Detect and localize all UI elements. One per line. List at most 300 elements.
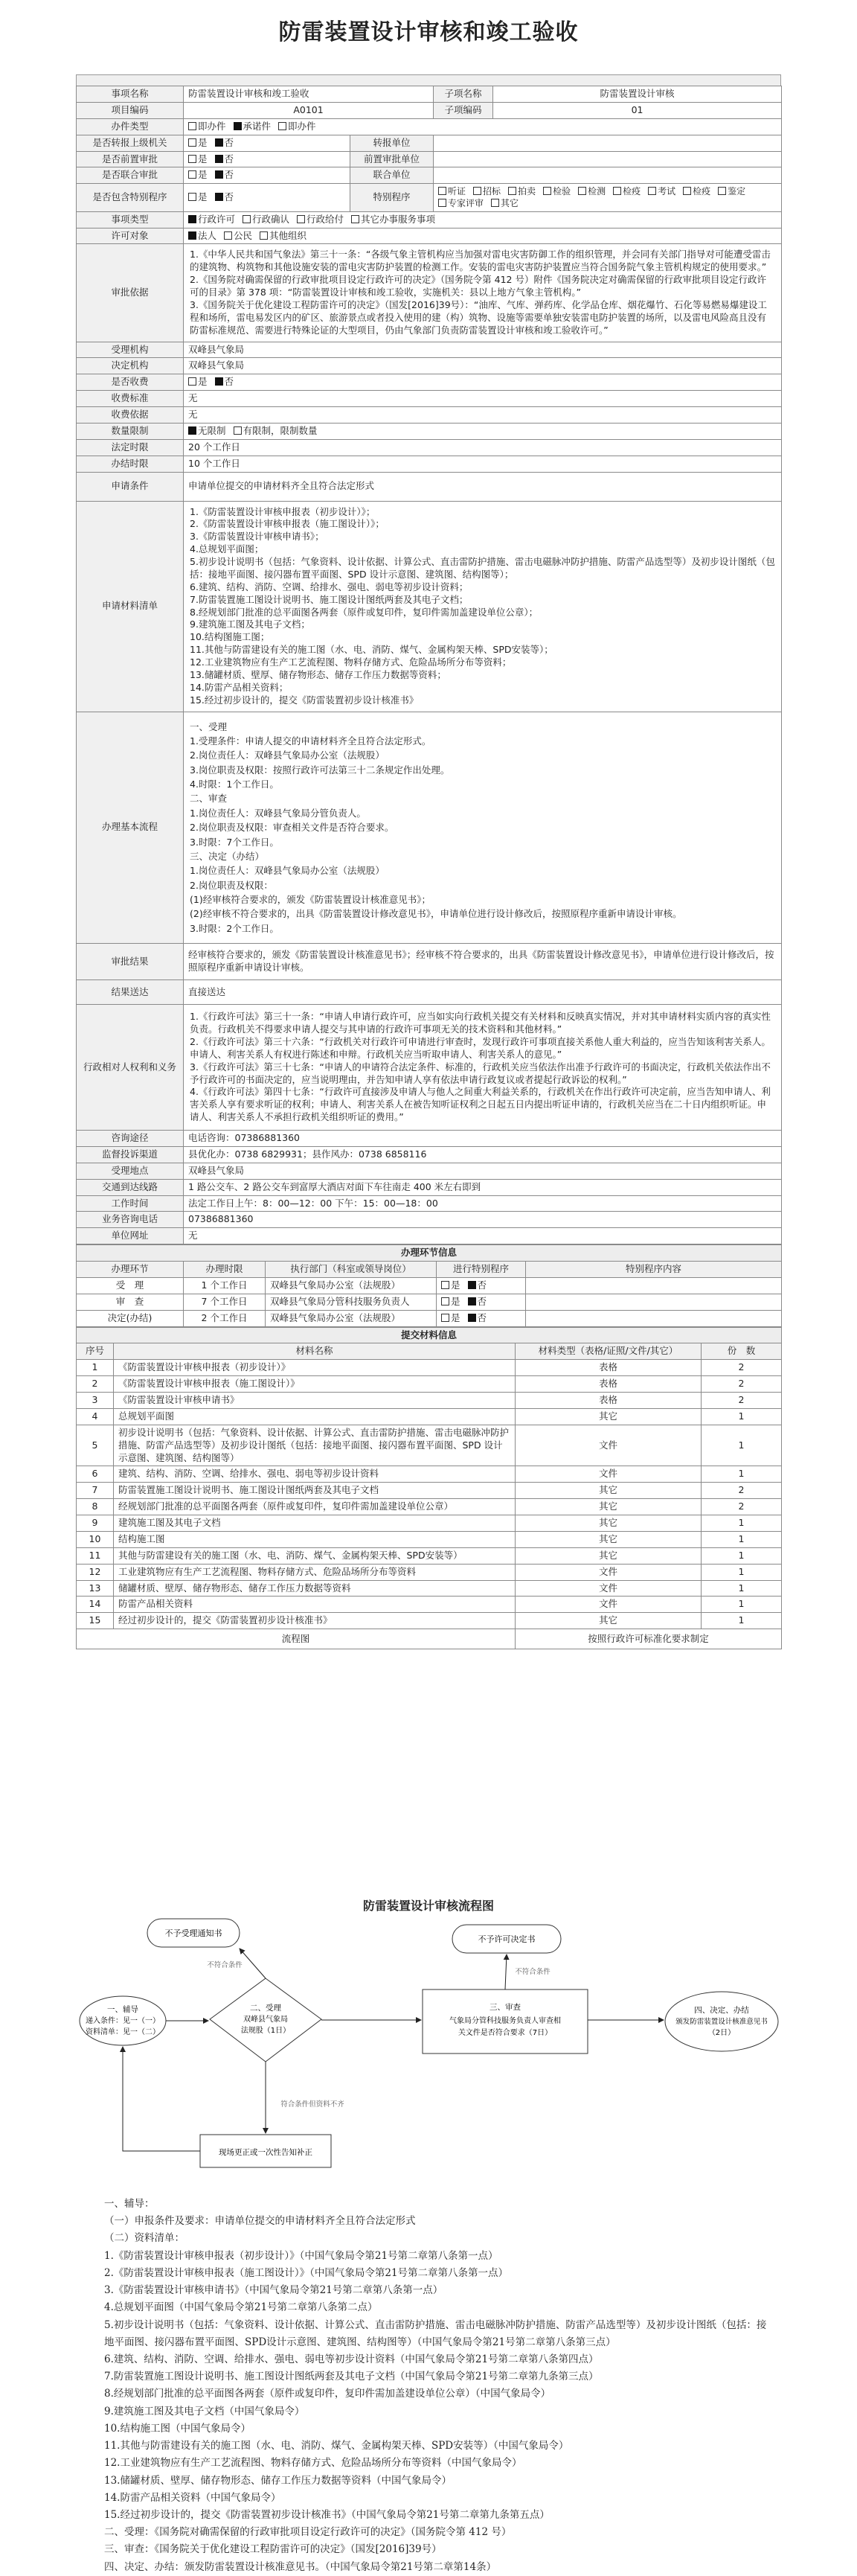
checkbox-option[interactable] xyxy=(468,1279,487,1292)
text-line: （一）申报条件及要求：申请单位提交的申请材料齐全且符合法定形式 xyxy=(104,2215,416,2228)
table-cell: 审 查 xyxy=(77,1294,184,1310)
decide-line-2: 颁发防雷装置设计核准意见书 xyxy=(675,2018,768,2026)
table-cell: 储罐材质、壁厚、储存物形态、储存工作压力数据等资料 xyxy=(114,1580,516,1597)
special-proc-cell xyxy=(437,1277,526,1294)
text-line: 1.《中华人民共和国气象法》第三十一条：“各级气象主管机构应当加强对雷电灾害防御工作的组织管理，并会同有关部门指导对可能遭受雷击的建筑物、构筑物和其他设施安装的雷电灾害防护装置的检测工作。安装的雷电灾害防护装置应当符合国务院气象主管机构规定的使用要求。” xyxy=(190,249,771,273)
text-line: 12.工业建筑物应有生产工艺流程图、物料存储方式、危险品场所分布等资料； xyxy=(190,656,512,668)
unchecked-box-icon xyxy=(508,187,516,195)
unchecked-box-icon xyxy=(188,193,196,201)
hours-label: 工作时间 xyxy=(77,1195,184,1212)
preapproval-label: 是否前置审批 xyxy=(77,151,184,167)
apply-line-3: 资料清单：见一（二） xyxy=(86,2028,160,2036)
checked-box-icon xyxy=(215,193,223,201)
delivery: 直接送达 xyxy=(184,980,782,1005)
text-line: 15.经过初步设计的，提交《防雷装置初步设计核准书》（中国气象局令第21号第二章第九条第五点） xyxy=(104,2508,550,2521)
checkbox-option[interactable] xyxy=(438,197,484,209)
unchecked-box-icon xyxy=(438,199,446,207)
column-header: 材料类型（表格/证照/文件/其它） xyxy=(516,1343,702,1360)
checkbox-label: 无限制 xyxy=(198,424,226,436)
handle-type-label: 办件类型 xyxy=(77,118,184,135)
checkbox-option[interactable] xyxy=(297,214,344,226)
table-cell: 表格 xyxy=(516,1360,702,1376)
unchecked-box-icon xyxy=(648,187,656,195)
table-row xyxy=(77,1613,782,1629)
review-line-3: 关文件是否符合要求（7日） xyxy=(458,2029,553,2037)
table-cell: 经规划部门批准的总平面图各两套（原件或复印件，复印件需加盖建设单位公章） xyxy=(114,1499,516,1515)
unchecked-box-icon xyxy=(188,138,196,147)
checkbox-option[interactable] xyxy=(441,1312,460,1325)
table-cell: 表格 xyxy=(516,1376,702,1393)
rights-text xyxy=(184,1005,782,1131)
checkbox-option[interactable] xyxy=(243,214,289,226)
checked-box-icon xyxy=(215,155,223,163)
flowchart-label: 流程图 xyxy=(77,1629,516,1649)
unchecked-box-icon xyxy=(438,187,446,195)
text-line: 7.防雷装置施工图设计说明书、施工图设计图纸两套及其电子文档（中国气象局令第21号第二章第九条第三点） xyxy=(104,2371,599,2383)
table-cell xyxy=(526,1277,782,1294)
complaint-label: 监督投诉渠道 xyxy=(77,1146,184,1163)
table-cell: 8 xyxy=(77,1499,114,1515)
condition: 申请单位提交的申请材料齐全且符合法定形式 xyxy=(184,472,782,501)
checkbox-option[interactable] xyxy=(215,153,234,166)
text-line: 4.总规划平面图； xyxy=(190,543,264,555)
page-title: 防雷装置设计审核和竣工验收 xyxy=(278,19,579,45)
table-cell xyxy=(526,1294,782,1310)
checkbox-label: 听证 xyxy=(448,186,466,197)
table-cell: 双峰县气象局办公室（法规股） xyxy=(266,1277,437,1294)
flowchart-standard: 按照行政许可标准化要求制定 xyxy=(516,1629,782,1649)
text-line: 6.建筑、结构、消防、空调、给排水、强电、弱电等初步设计资料（中国气象局令第21号第二章第八条第四点） xyxy=(104,2353,599,2365)
table-cell: 其它 xyxy=(516,1483,702,1499)
review-line-1: 三、审查 xyxy=(490,2003,521,2012)
text-line: 14.防雷产品相关资料（中国气象局令） xyxy=(104,2491,281,2504)
checkbox-option[interactable] xyxy=(188,191,208,204)
checkbox-option[interactable] xyxy=(683,185,710,197)
checkbox-option[interactable] xyxy=(188,121,226,133)
checked-box-icon xyxy=(468,1281,476,1289)
unchecked-box-icon xyxy=(297,215,305,223)
column-header: 办理时限 xyxy=(184,1262,266,1278)
upper-label: 是否转报上级机关 xyxy=(77,135,184,151)
text-line: 一、辅导： xyxy=(104,2198,155,2210)
column-header: 办理环节 xyxy=(77,1262,184,1278)
unchecked-box-icon xyxy=(188,122,196,130)
text-line: 5.初步设计说明书（包括：气象资料、设计依据、计算公式、直击雷防护措施、雷击电磁脉冲防护措施、防雷产品选型等）及初步设计图纸（包括：接地平面图、接闪器布置平面图、SPD设计示意图、建筑图、结构图等）（中国气象局令第21号第二章第八条第三点） xyxy=(104,2318,767,2348)
table-cell: 1 xyxy=(702,1564,782,1580)
checkbox-option[interactable] xyxy=(441,1296,460,1308)
checkbox-option[interactable] xyxy=(215,376,234,389)
table-cell: 1 xyxy=(702,1613,782,1629)
table-cell: 1 xyxy=(702,1466,782,1483)
table-cell: 双峰县气象局分管科技服务负责人 xyxy=(266,1294,437,1310)
table-cell xyxy=(526,1310,782,1326)
checkbox-option[interactable] xyxy=(543,185,571,197)
table-cell: 双峰县气象局办公室（法规股） xyxy=(266,1310,437,1326)
item-code: A0101 xyxy=(184,102,434,118)
checkbox-option[interactable] xyxy=(215,191,234,204)
text-line: 4.总规划平面图（中国气象局令第21号第二章第八条第二点） xyxy=(104,2301,378,2314)
checkbox-option[interactable] xyxy=(234,425,318,438)
item-name: 防雷装置设计审核和竣工验收 xyxy=(184,86,434,103)
table-row xyxy=(77,1597,782,1613)
table-header-bar xyxy=(76,74,781,86)
not-accept-text: 不予受理通知书 xyxy=(164,1928,222,1938)
table-cell: 《防雷装置设计审核申请书》 xyxy=(114,1393,516,1409)
arrow-supplement-apply xyxy=(123,2047,200,2151)
table-cell: 防雷装置施工图设计说明书、施工图设计图纸两套及其电子文档 xyxy=(114,1483,516,1499)
item-code-label: 项目编码 xyxy=(77,102,184,118)
table-cell: 2 xyxy=(702,1393,782,1409)
unchecked-box-icon xyxy=(718,187,726,195)
checked-box-icon xyxy=(468,1297,476,1305)
column-header: 执行部门（科室或领导岗位） xyxy=(266,1262,437,1278)
checkbox-option[interactable] xyxy=(215,169,234,182)
checkbox-label: 即办件 xyxy=(198,120,226,132)
table-row xyxy=(77,1393,782,1409)
checkbox-option[interactable] xyxy=(188,137,208,150)
table-row xyxy=(77,1360,782,1376)
table-cell: 防雷产品相关资料 xyxy=(114,1597,516,1613)
text-line: 四、决定、办结：颁发防雷装置设计核准意见书。（中国气象局令第21号第二章第14条） xyxy=(104,2560,497,2573)
checkbox-label: 公民 xyxy=(234,229,253,241)
table-cell: 11 xyxy=(77,1547,114,1564)
checkbox-label: 承诺件 xyxy=(243,120,272,132)
checkbox-label: 是 xyxy=(198,153,208,164)
checkbox-label: 是 xyxy=(451,1295,460,1307)
table-row xyxy=(77,1277,782,1294)
text-line: 3.岗位职责及权限：按照行政许可法第三十二条规定作出处理。 xyxy=(190,764,450,776)
apply-line-2: 递入条件：见一（一） xyxy=(86,2017,160,2025)
checkbox-label: 否 xyxy=(224,191,234,202)
text-line: 10.结构图施工图； xyxy=(190,631,270,643)
checkbox-label: 检验 xyxy=(553,186,571,197)
complaint: 县优化办：0738 6829931；县作风办：0738 6858116 xyxy=(184,1146,782,1163)
phone: 07386881360 xyxy=(184,1212,782,1228)
unchecked-box-icon xyxy=(441,1297,449,1305)
text-line: 1.岗位责任人：双峰县气象局办公室（法规股） xyxy=(190,865,385,877)
text-line: 3.时限：2个工作日。 xyxy=(190,922,279,934)
table-row xyxy=(77,1547,782,1564)
checkbox-label: 其它 xyxy=(501,198,519,209)
unchecked-box-icon xyxy=(188,377,196,386)
checkbox-option[interactable] xyxy=(578,185,606,197)
sub-code-label: 子项编码 xyxy=(434,102,493,118)
table-cell: 其它 xyxy=(516,1613,702,1629)
text-line: 10.结构施工图（中国气象局令） xyxy=(104,2422,251,2435)
result: 经审核符合要求的，颁发《防雷装置设计核准意见书》；经审核不符合要求的，出具《防雷装置设计修改意见书》，申请单位进行设计修改后，按照原程序重新申请设计审核。 xyxy=(184,944,782,980)
venue-label: 受理地点 xyxy=(77,1163,184,1179)
checkbox-option[interactable] xyxy=(468,1296,487,1308)
table-cell: 1 xyxy=(702,1425,782,1466)
traffic-label: 交通到达线路 xyxy=(77,1179,184,1195)
table-cell: 文件 xyxy=(516,1466,702,1483)
delivery-label: 结果送达 xyxy=(77,980,184,1005)
flowchart-title: 防雷装置设计审核流程图 xyxy=(362,1899,494,1913)
checkbox-label: 否 xyxy=(224,136,234,148)
table-cell: 总规划平面图 xyxy=(114,1408,516,1425)
table-cell: 其他与防雷建设有关的施工图（水、电、消防、煤气、金属构架天棒、SPD安装等） xyxy=(114,1547,516,1564)
text-line: 3.《国务院关于优化建设工程防雷许可的决定》（国发[2016]39号）：“油库、气库、弹药库、化学品仓库、烟花爆竹、石化等易燃易爆建设工程和场所，雷电易发区内的矿区、旅游景点或者投入使用的建（构）筑物、设施等需要单独安装雷电防护装置的场所，以及雷电风险高且没有防雷标准规范、需要进行特殊论证的大型项目，仍由气象部门负责防雷装置设计审核和竣工验收许可。” xyxy=(190,298,767,336)
checkbox-label: 检疫 xyxy=(693,186,711,197)
promise-time-label: 办结时限 xyxy=(77,456,184,472)
checkbox-option[interactable] xyxy=(188,169,208,182)
hours: 法定工作日上午：8：00—12：00 下午：15：00—18：00 xyxy=(184,1195,782,1212)
not-permit-condition: 不符合条件 xyxy=(515,1968,551,1976)
checkbox-option[interactable] xyxy=(613,185,641,197)
text-line: 3.《防雷装置设计审核申请书》（中国气象局令第21号第二章第八条第一点） xyxy=(104,2284,443,2297)
table-cell: 其它 xyxy=(516,1531,702,1547)
text-line: 8.经规划部门批准的总平面图各两套（原件或复印件，复印件需加盖建设单位公章）（中国气象局令） xyxy=(104,2388,551,2400)
table-row xyxy=(77,1466,782,1483)
checkbox-option[interactable] xyxy=(224,230,252,243)
table-cell: 6 xyxy=(77,1466,114,1483)
table-row xyxy=(77,1515,782,1532)
unchecked-box-icon xyxy=(278,122,286,130)
text-line: 12.工业建筑物应有生产工艺流程图、物料存储方式、危险品场所分布等资料（中国气象局令） xyxy=(104,2457,522,2470)
table-row xyxy=(77,1294,782,1310)
checkbox-option[interactable] xyxy=(508,185,536,197)
checkbox-option[interactable] xyxy=(351,214,435,226)
table-cell: 工业建筑物应有生产工艺流程图、物料存储方式、危险品场所分布等资料 xyxy=(114,1564,516,1580)
table-cell: 14 xyxy=(77,1597,114,1613)
apply-line-1: 一、辅导 xyxy=(107,2005,138,2014)
table-row xyxy=(77,1531,782,1547)
table-row xyxy=(77,1580,782,1597)
unchecked-box-icon xyxy=(441,1281,449,1289)
table-cell: 其它 xyxy=(516,1499,702,1515)
license-obj-options xyxy=(184,228,782,244)
text-line: 1.《行政许可法》第三十一条：“申请人申请行政许可，应当如实向行政机关提交有关材料和反映真实情况，并对其申请材料实质内容的真实性负责。行政机关不得要求申请人提交与其申请的行政许可事项无关的技术资料和其他材料。” xyxy=(190,1011,771,1035)
text-line: 13.储罐材质、壁厚、储存物形态、储存工作压力数据等资料； xyxy=(190,668,446,680)
checkbox-option[interactable] xyxy=(234,121,272,133)
preapproval-options xyxy=(184,151,350,167)
table-cell: 3 xyxy=(77,1393,114,1409)
checkbox-label: 其他组织 xyxy=(269,229,307,241)
decide-org-label: 决定机构 xyxy=(77,358,184,374)
text-line: 15.经过初步设计的，提交《防雷装置初步设计核准书》 xyxy=(190,694,419,706)
handle-type-options xyxy=(184,118,782,135)
table-cell: 1 xyxy=(702,1580,782,1597)
text-line: 二、受理：《国务院对确需保留的行政审批项目设定行政许可的决定》（国务院令第 412 号） xyxy=(104,2526,512,2539)
process-table-body xyxy=(77,1277,782,1326)
fee-basis: 无 xyxy=(184,407,782,424)
text-line: 7.防雷装置施工图设计说明书、施工图设计图纸两套及其电子文档； xyxy=(190,593,469,605)
text-line: 14.防雷产品相关资料； xyxy=(190,681,289,693)
table-row xyxy=(77,1499,782,1515)
table-row xyxy=(77,1564,782,1580)
text-line: 11.其他与防雷建设有关的施工图（水、电、消防、煤气、金属构架天棒、SPD安装等）（中国气象局令） xyxy=(104,2440,569,2452)
not-accept-condition: 不符合条件 xyxy=(207,1961,243,1969)
upper-unit xyxy=(434,135,782,151)
table-cell: 建筑施工图及其电子文档 xyxy=(114,1515,516,1532)
text-line: 3.时限：7个工作日。 xyxy=(190,836,279,848)
text-line: 2.《行政许可法》第三十六条：“行政机关对行政许可申请进行审查时，发现行政许可事项直接关系他人重大利益的，应当告知该利害关系人。申请人、利害关系人有权进行陈述和申辩。行政机关应当听取申请人、利害关系人的意见。” xyxy=(190,1035,771,1060)
column-header: 份 数 xyxy=(702,1343,782,1360)
text-line: 1.受理条件：申请人提交的申请材料齐全且符合法定形式。 xyxy=(190,735,431,747)
text-line: 1.《防雷装置设计审核申报表（初步设计）》； xyxy=(190,505,376,517)
material-table-body xyxy=(77,1360,782,1629)
text-line: （二）资料清单： xyxy=(104,2232,184,2245)
table-cell: 1 xyxy=(77,1360,114,1376)
arrow-accept-notaccept xyxy=(240,1949,266,1978)
text-line: (1)经审核符合要求的，颁发《防雷装置设计核准意见书》； xyxy=(190,894,431,905)
license-obj-label: 许可对象 xyxy=(77,228,184,244)
checkbox-label: 行政确认 xyxy=(252,213,290,225)
checkbox-label: 其它办事服务事项 xyxy=(361,213,436,225)
table-row xyxy=(77,1408,782,1425)
text-line: 3.《行政许可法》第三十七条：“申请人的申请符合法定条件、标准的，行政机关应当依法作出准予行政许可的书面决定，行政机关依法作出不予行政许可的书面决定的，应当说明理由，并告知申请人享有依法申请行政复议或者提起行政诉讼的权利。” xyxy=(190,1061,771,1085)
checkbox-option[interactable] xyxy=(188,230,216,243)
legal-time-label: 法定时限 xyxy=(77,439,184,456)
decide-line-1: 四、决定、办结 xyxy=(694,2006,749,2015)
fee-options xyxy=(184,374,782,391)
special-proc-label: 特别程序 xyxy=(350,184,434,211)
unchecked-box-icon xyxy=(260,231,268,240)
checkbox-option[interactable] xyxy=(188,153,208,166)
checkbox-label: 有限制，限制数量 xyxy=(243,424,318,436)
material-table-header xyxy=(77,1343,782,1360)
table-cell: 5 xyxy=(77,1425,114,1466)
checkbox-label: 行政给付 xyxy=(306,213,344,225)
process-table-header xyxy=(77,1262,782,1278)
text-line: 13.储罐材质、壁厚、储存物形态、储存工作压力数据等资料（中国气象局令） xyxy=(104,2474,452,2487)
unchecked-box-icon xyxy=(683,187,691,195)
table-cell: 其它 xyxy=(516,1547,702,1564)
checkbox-label: 拍卖 xyxy=(518,186,536,197)
venue: 双峰县气象局 xyxy=(184,1163,782,1179)
checkbox-label: 是 xyxy=(198,169,208,181)
table-cell: 15 xyxy=(77,1613,114,1629)
process-label: 办理基本流程 xyxy=(77,712,184,944)
info-section xyxy=(76,74,781,1649)
unchecked-box-icon xyxy=(188,170,196,179)
review-line-2: 气象局分管科技服务负责人审查相 xyxy=(449,2017,561,2025)
unchecked-box-icon xyxy=(234,426,242,435)
checkbox-label: 否 xyxy=(477,1311,487,1323)
legal-time: 20 个工作日 xyxy=(184,439,782,456)
checkbox-label: 是 xyxy=(198,136,208,148)
checked-box-icon xyxy=(215,170,223,179)
rights-label: 行政相对人权利和义务 xyxy=(77,1005,184,1131)
text-line: 6.建筑、结构、消防、空调、给排水、强电、弱电等初步设计资料； xyxy=(190,581,469,592)
table-cell: 结构施工图 xyxy=(114,1531,516,1547)
checkbox-label: 鉴定 xyxy=(728,186,746,197)
checkbox-option[interactable] xyxy=(468,1312,487,1325)
checkbox-label: 否 xyxy=(224,153,234,164)
checkbox-option[interactable] xyxy=(188,376,208,389)
text-line: 2.《防雷装置设计审核申报表（施工图设计）》； xyxy=(190,518,385,530)
result-label: 审批结果 xyxy=(77,944,184,980)
checkbox-option[interactable] xyxy=(188,214,235,226)
checked-box-icon xyxy=(234,122,242,130)
unchecked-box-icon xyxy=(441,1314,449,1322)
materials-list xyxy=(184,501,782,712)
text-line: 2.《防雷装置设计审核申报表（施工图设计）》（中国气象局令第21号第二章第八条第一点） xyxy=(104,2266,509,2279)
checkbox-label: 招标 xyxy=(483,186,501,197)
process-table-heading: 办理环节信息 xyxy=(77,1245,782,1262)
unchecked-box-icon xyxy=(543,187,551,195)
accept-line-1: 二、受理 xyxy=(250,2004,281,2013)
special-proc-options xyxy=(434,184,782,211)
checkbox-label: 否 xyxy=(224,169,234,181)
checkbox-option[interactable] xyxy=(718,185,745,197)
fee-std: 无 xyxy=(184,391,782,407)
table-cell: 9 xyxy=(77,1515,114,1532)
checkbox-label: 考试 xyxy=(658,186,676,197)
arrow-review-notpermit xyxy=(505,1955,507,1989)
table-cell: 1 xyxy=(702,1531,782,1547)
text-line: 9.建筑施工图及其电子文档（中国气象局令） xyxy=(104,2405,305,2417)
checkbox-option[interactable] xyxy=(491,197,519,209)
unchecked-box-icon xyxy=(473,187,481,195)
text-line: 二、审查 xyxy=(190,793,228,805)
text-line: 9.建筑施工图及其电子文档； xyxy=(190,619,310,630)
checkbox-label: 检测 xyxy=(588,186,606,197)
checkbox-label: 是 xyxy=(451,1279,460,1291)
text-line: 5.初步设计说明书（包括：气象资料、设计依据、计算公式、直击雷防护措施、雷击电磁脉冲防护措施、防雷产品选型等）及初步设计图纸（包括：接地平面图、接闪器布置平面图、SPD 设计示意图、建筑图、结构图等）； xyxy=(190,556,775,580)
checked-box-icon xyxy=(215,377,223,386)
checkbox-option[interactable] xyxy=(278,121,316,133)
checkbox-option[interactable] xyxy=(215,137,234,150)
text-line: 8.经规划部门批准的总平面图各两套（原件或复印件，复印件需加盖建设单位公章）； xyxy=(190,606,539,618)
checkbox-option[interactable] xyxy=(260,230,306,243)
table-row xyxy=(77,1483,782,1499)
upper-unit-label: 转报单位 xyxy=(350,135,434,151)
table-cell: 其它 xyxy=(516,1408,702,1425)
accept-org-label: 受理机构 xyxy=(77,342,184,358)
table-cell: 文件 xyxy=(516,1597,702,1613)
text-line: 2.岗位职责及权限：审查相关文件是否符合要求。 xyxy=(190,822,394,834)
checkbox-option[interactable] xyxy=(441,1279,460,1292)
column-header: 进行特别程序 xyxy=(437,1262,526,1278)
accept-org: 双峰县气象局 xyxy=(184,342,782,358)
checkbox-option[interactable] xyxy=(188,425,226,438)
column-header: 特别程序内容 xyxy=(526,1262,782,1278)
table-cell: 文件 xyxy=(516,1425,702,1466)
table-cell: 7 个工作日 xyxy=(184,1294,266,1310)
consult: 电话咨询：07386881360 xyxy=(184,1131,782,1147)
table-cell: 2 xyxy=(702,1376,782,1393)
table-cell: 《防雷装置设计审核申报表（施工图设计）》 xyxy=(114,1376,516,1393)
checkbox-option[interactable] xyxy=(648,185,675,197)
checkbox-label: 是 xyxy=(198,376,208,388)
fee-basis-label: 收费依据 xyxy=(77,407,184,424)
table-cell: 7 xyxy=(77,1483,114,1499)
text-line: 4.时限：1个工作日。 xyxy=(190,779,279,790)
text-line: 一、受理 xyxy=(190,720,228,732)
checked-box-icon xyxy=(188,215,196,223)
decide-line-3: （2日） xyxy=(707,2029,736,2037)
text-line: 1.《防雷装置设计审核申报表（初步设计）》（中国气象局令第21号第二章第八条第一点） xyxy=(104,2249,498,2262)
decide-org: 双峰县气象局 xyxy=(184,358,782,374)
text-line: 2.岗位责任人：双峰县气象局办公室（法规股） xyxy=(190,750,385,761)
checkbox-option[interactable] xyxy=(473,185,501,197)
table-cell: 2 xyxy=(702,1360,782,1376)
unchecked-box-icon xyxy=(351,215,359,223)
table-row xyxy=(77,1376,782,1393)
table-cell: 经过初步设计的，提交《防雷装置初步设计核准书》 xyxy=(114,1613,516,1629)
checked-box-icon xyxy=(468,1314,476,1322)
not-permit-text: 不予许可决定书 xyxy=(478,1934,536,1944)
unchecked-box-icon xyxy=(188,155,196,163)
notes-section xyxy=(104,2196,774,2576)
joint-options xyxy=(184,167,350,184)
flowchart xyxy=(76,1896,781,2187)
joint-unit xyxy=(434,167,782,184)
basis-text xyxy=(184,244,782,342)
table-cell: 2 xyxy=(77,1376,114,1393)
checkbox-option[interactable] xyxy=(438,185,466,197)
